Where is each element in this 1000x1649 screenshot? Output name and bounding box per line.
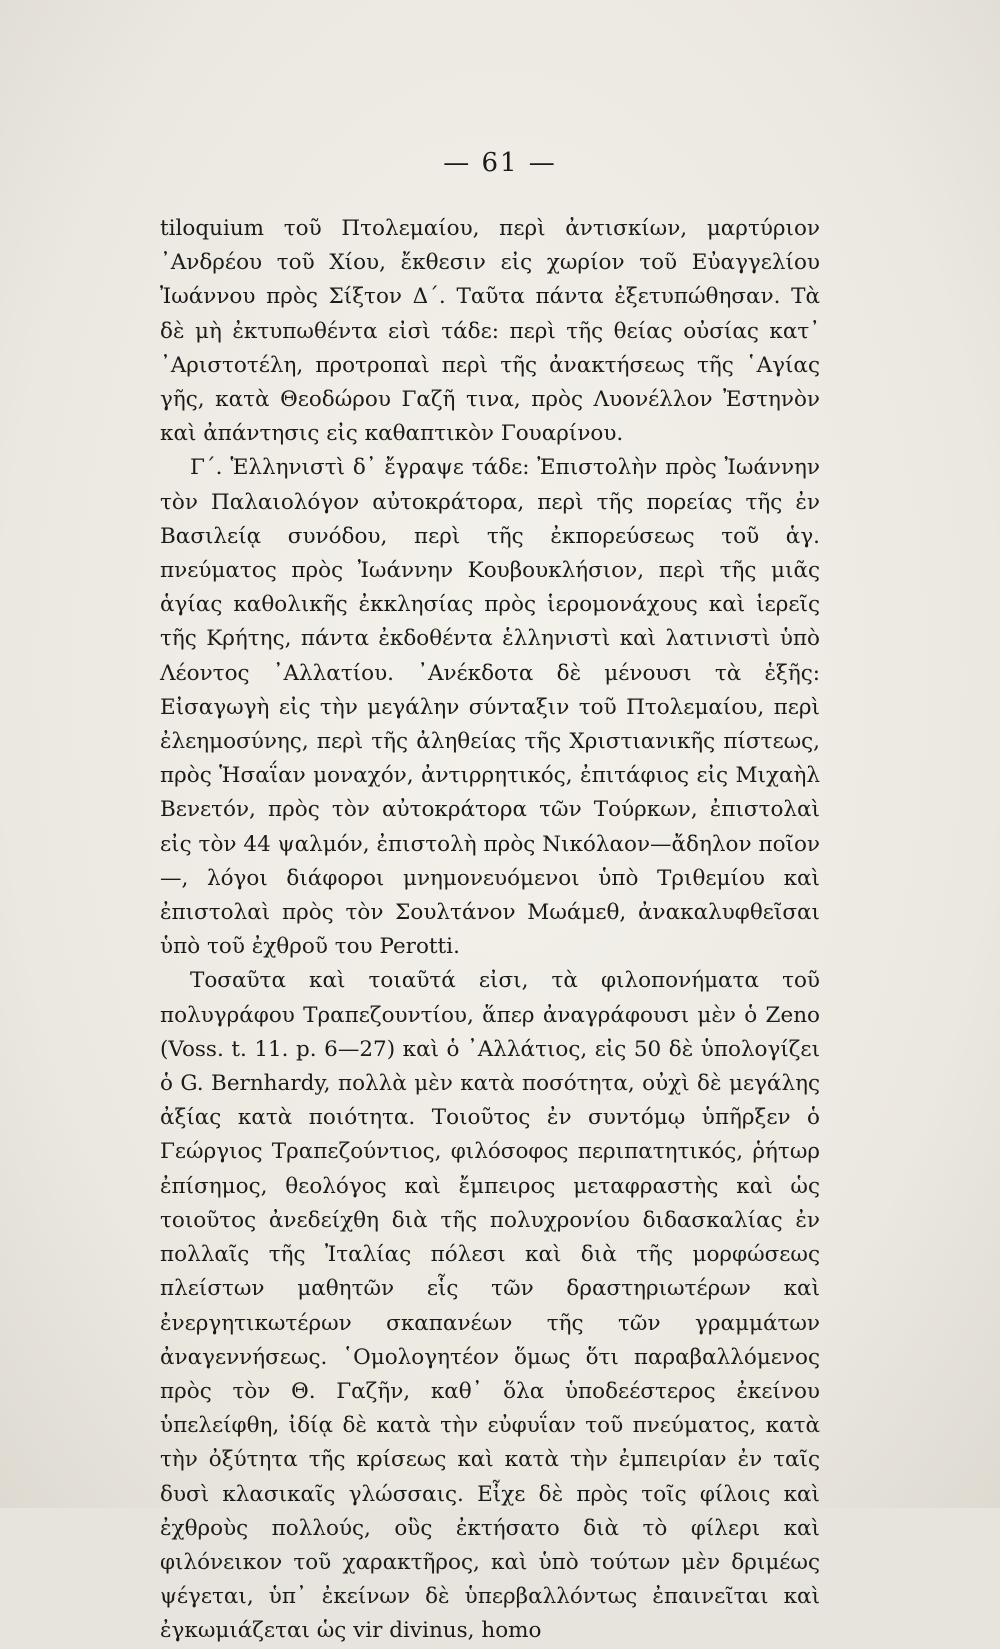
body-text: [160, 212, 820, 1649]
paragraph-1: tiloquium τοῦ Πτολεμαίου, περὶ ἀντισκίων, μαρτύριον ᾽Ανδρέου τοῦ Χίου, ἔκθεσιν εἰς χωρίον τοῦ Εὐαγγελίου Ἰωάννου πρὸς Σίξτον Δ΄. Ταῦτα πάντα ἐξετυπώθησαν. Τὰ δὲ μὴ ἐκτυπωθέντα εἰσὶ τάδε: περὶ τῆς θείας οὐσίας κατ᾽ ᾽Αριστοτέλη, προτροπαὶ περὶ τῆς ἀνακτήσεως τῆς ῾Αγίας γῆς, κατὰ Θεοδώρου Γαζῆ τινα, πρὸς Λυονέλλον Ἐστηνὸν καὶ ἀπάντησις εἰς καθαπτικὸν Γουαρίνου.: [160, 216, 820, 447]
page-number: — 61 —: [443, 148, 557, 178]
paragraph-3: Τοσαῦτα καὶ τοιαῦτά εἰσι, τὰ φιλοπονήματα τοῦ πολυγράφου Τραπεζουντίου, ἅπερ ἀναγράφουσι μὲν ὁ Zeno (Voss. t. 11. p. 6—27) καὶ ὁ ᾽Αλλάτιος, εἰς 50 δὲ ὑπολογίζει ὁ G. Bernhardy, πολλὰ μὲν κατὰ ποσότητα, οὐχὶ δὲ μεγάλης ἀξίας κατὰ ποιότητα. Τοιοῦτος ἐν συντόμῳ ὑπῆρξεν ὁ Γεώργιος Τραπεζούντιος, φιλόσοφος περιπατητικός, ῥήτωρ ἐπίσημος, θεολόγος καὶ ἔμπειρος μεταφραστὴς καὶ ὡς τοιοῦτος ἀνεδείχθη διὰ τῆς πολυχρονίου διδασκαλίας ἐν πολλαῖς τῆς Ἰταλίας πόλεσι καὶ διὰ τῆς μορφώσεως πλείστων μαθητῶν εἷς τῶν δραστηριωτέρων καὶ ἐνεργητικωτέρων σκαπανέων τῆς τῶν γραμμάτων ἀναγεννήσεως. ῾Ομολογητέον ὅμως ὅτι παραβαλλόμενος πρὸς τὸν Θ. Γαζῆν, καθ᾽ ὅλα ὑποδεέστερος ἐκείνου ὑπελείφθη, ἰδίᾳ δὲ κατὰ τὴν εὐφυΐαν τοῦ πνεύματος, κατὰ τὴν ὀξύτητα τῆς κρίσεως καὶ κατὰ τὴν ἐμπειρίαν ἐν ταῖς δυσὶ κλασικαῖς γλώσσαις. Εἶχε δὲ πρὸς τοῖς φίλοις καὶ ἐχθροὺς πολλούς, οὓς ἐκτήσατο διὰ τὸ φίλερι καὶ φιλόνεικον τοῦ χαρακτῆρος, καὶ ὑπὸ τούτων μὲν δριμέως ψέγεται, ὑπ᾽ ἐκείνων δὲ ὑπερβαλλόντως ἐπαινεῖται καὶ ἐγκωμιάζεται ὡς vir divinus, homo: [160, 968, 820, 1644]
paragraph-2: Γ΄. Ἑλληνιστὶ δ᾽ ἔγραψε τάδε: Ἐπιστολὴν πρὸς Ἰωάννην τὸν Παλαιολόγον αὐτοκράτορα, περὶ τῆς πορείας τῆς ἐν Βασιλείᾳ συνόδου, περὶ τῆς ἐκπορεύσεως τοῦ ἁγ. πνεύματος πρὸς Ἰωάννην Κουβουκλήσιον, περὶ τῆς μιᾶς ἁγίας καθολικῆς ἐκκλησίας πρὸς ἱερομονάχους καὶ ἱερεῖς τῆς Κρήτης, πάντα ἐκδοθέντα ἑλληνιστὶ καὶ λατινιστὶ ὑπὸ Λέοντος ᾽Αλλατίου. ᾽Ανέκδοτα δὲ μένουσι τὰ ἑξῆς: Εἰσαγωγὴ εἰς τὴν μεγάλην σύνταξιν τοῦ Πτολεμαίου, περὶ ἐλεημοσύνης, περὶ τῆς ἀληθείας τῆς Χριστιανικῆς πίστεως, πρὸς Ἡσαΐαν μοναχόν, ἀντιρρητικός, ἐπιτάφιος εἰς Μιχαὴλ Βενετόν, πρὸς τὸν αὐτοκράτορα τῶν Τούρκων, ἐπιστολαὶ εἰς τὸν 44 ψαλμόν, ἐπιστολὴ πρὸς Νικόλαον—ἄδηλον ποῖον—, λόγοι διάφοροι μνημονευόμενοι ὑπὸ Τριθεμίου καὶ ἐπιστολαὶ πρὸς τὸν Σουλτάνον Μωάμεθ, ἀνακαλυφθεῖσαι ὑπὸ τοῦ ἐχθροῦ του Perotti.: [160, 455, 820, 960]
